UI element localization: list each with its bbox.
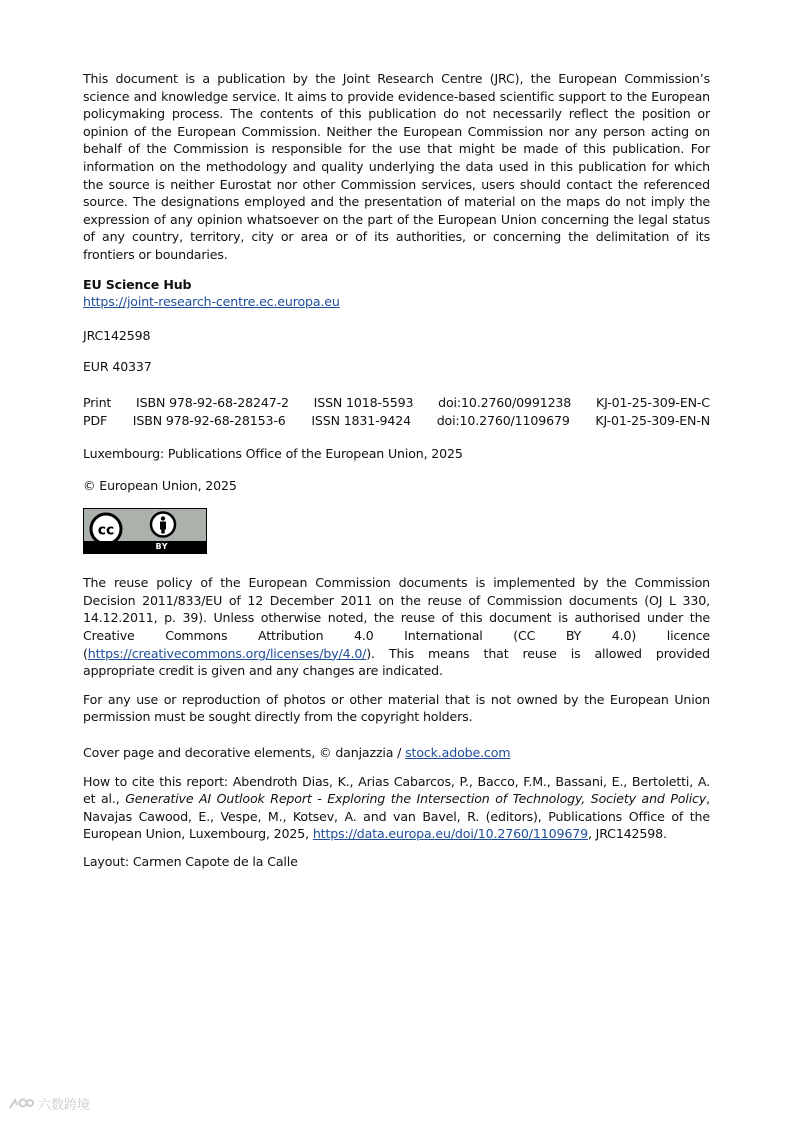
identifier-issn: ISSN 1831-9424	[311, 412, 411, 428]
watermark-logo-icon	[8, 1097, 34, 1111]
third-party-paragraph: For any use or reproduction of photos or other material that is not owned by the European Union permission must be sought directly from the copyright holders.	[83, 691, 710, 725]
identifier-issn: ISSN 1018-5593	[313, 394, 414, 410]
citation-report-title: Generative AI Outlook Report - Exploring the Intersection of Technology, Society and Policy	[125, 791, 707, 807]
cc-badge-strip	[84, 541, 206, 553]
identifier-catalogue: KJ-01-25-309-EN-C	[595, 394, 710, 410]
copyright-line: © European Union, 2025	[83, 477, 237, 493]
stock-adobe-link[interactable]: stock.adobe.com	[405, 745, 511, 761]
identifier-row-print	[83, 394, 710, 412]
reuse-policy-paragraph	[83, 574, 710, 680]
citation-middle: , Navajas Cawood, E., Vespe, M., Kotsev, A. and van Bavel, R. (editors), Publications Office of the European Union, Luxembourg, 2025,	[83, 791, 710, 842]
svg-text:cc: cc	[97, 522, 115, 539]
reuse-text-before: The reuse policy of the European Commission documents is implemented by the Commission Decision 2011/833/EU of 12 December 2011 on the reuse of Commission documents (OJ L 330, 14.12.2011, p. 39). Unless otherwise noted, the reuse of this document is authorised under the Creative Commons Attribution 4.0 International (CC BY 4.0) licence (	[83, 575, 710, 661]
legal-notice-page	[83, 70, 710, 871]
watermark	[8, 1094, 90, 1113]
identifier-row-pdf	[83, 412, 710, 430]
cc-by-license-badge	[83, 508, 207, 554]
citation-prefix: How to cite this report: Abendroth Dias, K., Arias Cabarcos, P., Bacco, F.M., Bassani, E., Bertoletti, A. et al.,	[83, 773, 710, 807]
identifier-format: Print	[83, 394, 112, 410]
citation-doi-link[interactable]: https://data.europa.eu/doi/10.2760/1109679	[312, 826, 588, 842]
hub-link[interactable]: https://joint-research-centre.ec.europa.eu	[83, 294, 340, 310]
identifier-doi: doi:10.2760/0991238	[438, 394, 572, 410]
eur-number: EUR 40337	[83, 359, 152, 375]
layout-credit: Layout: Carmen Capote de la Calle	[83, 854, 298, 869]
identifiers-table	[83, 394, 710, 429]
cover-credit	[83, 744, 710, 762]
reuse-text-after: ). This means that reuse is allowed provided appropriate credit is given and any changes are indicated.	[83, 645, 710, 679]
disclaimer-paragraph: This document is a publication by the Joint Research Centre (JRC), the European Commission’s science and knowledge service. It aims to provide evidence-based scientific support to the European policymaking process. The contents of this publication do not necessarily reflect the position or opinion of the European Commission. Neither the European Commission nor any person acting on behalf of the Commission is responsible for the use that might be made of this publication. For information on the methodology and quality underlying the data used in this publication for which the source is neither Eurostat nor other Commission services, users should contact the referenced source. The designations employed and the presentation of material on the maps do not imply the expression of any opinion whatsoever on the part of the European Union concerning the legal status of any country, territory, city or area or of its authorities, or concerning the delimitation of its frontiers or boundaries.	[83, 71, 710, 262]
identifier-isbn: ISBN 978-92-68-28153-6	[132, 412, 286, 428]
identifier-catalogue: KJ-01-25-309-EN-N	[595, 412, 710, 428]
jrc-number: JRC142598	[83, 327, 151, 343]
identifier-doi: doi:10.2760/1109679	[436, 412, 570, 428]
identifier-format: PDF	[83, 412, 108, 428]
cover-credit-text: Cover page and decorative elements, © danjazzia /	[83, 745, 406, 761]
citation-paragraph	[83, 773, 710, 843]
identifier-isbn: ISBN 978-92-68-28247-2	[136, 394, 289, 410]
publisher-line: Luxembourg: Publications Office of the European Union, 2025	[83, 446, 463, 462]
cc-license-link[interactable]: https://creativecommons.org/licenses/by/4.0/	[87, 645, 367, 661]
citation-suffix: , JRC142598.	[587, 826, 667, 842]
hub-title: EU Science Hub	[83, 276, 192, 292]
watermark-text: 六数跨境	[38, 1098, 91, 1113]
cc-by-label: BY	[155, 542, 168, 552]
